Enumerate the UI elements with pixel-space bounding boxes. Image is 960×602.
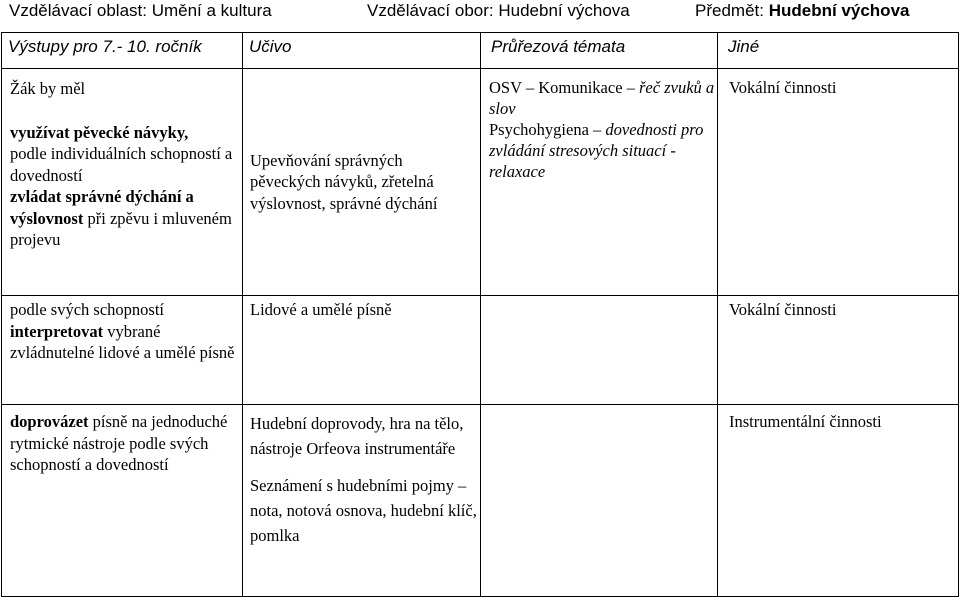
temata-cell: [481, 69, 718, 296]
table-row: [2, 405, 959, 597]
table-row: [2, 69, 959, 296]
ucivo-cell: [243, 405, 481, 597]
ucivo-cell: [243, 69, 481, 296]
oblast: [9, 1, 272, 21]
obor-label: Vzdělávací obor:: [367, 1, 494, 20]
column-header-temata: Průřezová témata: [481, 33, 718, 69]
jine-cell: [718, 296, 959, 405]
temata-cell: [481, 405, 718, 597]
table-row: [2, 296, 959, 405]
intro-text: Žák by měl: [10, 79, 86, 98]
theme-text: [489, 77, 717, 119]
jine-cell: [718, 405, 959, 597]
jine-text: Vokální činnosti: [729, 78, 837, 97]
outcome-text: [10, 186, 242, 251]
outcome-rest: vybrané zvládnutelné lidové a umělé písně: [10, 321, 235, 362]
outcome-text: [10, 122, 242, 187]
oblast-label: Vzdělávací oblast:: [9, 1, 147, 20]
theme-detail: dovednosti pro zvládání stresových situací - relaxace: [489, 120, 704, 181]
curriculum-table: [1, 32, 959, 597]
outcome-rest: podle individuálních schopností a dovedností: [10, 144, 233, 185]
ucivo-cell: [243, 296, 481, 405]
predmet-label: Předmět:: [695, 1, 764, 20]
ucivo-text: Hudební doprovody, hra na tělo, nástroje Orfeova instrumentáře: [250, 414, 464, 458]
jine-text: Instrumentální činnosti: [729, 412, 882, 431]
temata-cell: [481, 296, 718, 405]
column-header-ucivo: Učivo: [243, 33, 481, 69]
ucivo-text: Upevňování správných pěveckých návyků, zřetelná výslovnost, správné dýchání: [250, 150, 438, 213]
outcome-rest: při zpěvu i mluveném projevu: [10, 208, 232, 249]
vystupy-cell: [2, 405, 243, 597]
column-header-jine: Jiné: [718, 33, 959, 69]
predmet-value: Hudební výchova: [768, 1, 910, 20]
theme-detail: řeč zvuků a slov: [489, 78, 715, 118]
outcome-text: [10, 299, 242, 364]
document-header: [0, 0, 960, 30]
obor-value: Hudební výchova: [498, 1, 630, 20]
column-header-row: [2, 33, 959, 69]
ucivo-text: Lidové a umělé písně: [250, 300, 392, 319]
oblast-value: Umění a kultura: [151, 1, 272, 20]
theme-text: [489, 119, 717, 182]
vystupy-cell: [2, 296, 243, 405]
theme-label: OSV – Komunikace –: [489, 78, 640, 97]
obor: [367, 1, 630, 21]
outcome-verb: interpretovat: [10, 321, 104, 341]
outcome-rest: písně na jednoduché rytmické nástroje podle svých schopností a dovedností: [10, 412, 228, 474]
outcome-verb: využívat pěvecké návyky,: [10, 122, 189, 142]
outcome-verb: zvládat správné dýchání a výslovnost: [10, 187, 194, 228]
vystupy-cell: [2, 69, 243, 296]
ucivo-text: Seznámení s hudebními pojmy – nota, notová osnova, hudební klíč, pomlka: [250, 476, 477, 545]
jine-cell: [718, 69, 959, 296]
theme-label: Psychohygiena –: [489, 120, 606, 139]
jine-text: Vokální činnosti: [729, 300, 837, 319]
outcome-text: [10, 411, 242, 476]
column-header-vystupy: Výstupy pro 7.- 10. ročník: [2, 33, 243, 69]
outcome-rest: podle svých schopností: [10, 300, 164, 319]
outcome-verb: doprovázet: [10, 412, 89, 431]
predmet: [695, 1, 909, 21]
